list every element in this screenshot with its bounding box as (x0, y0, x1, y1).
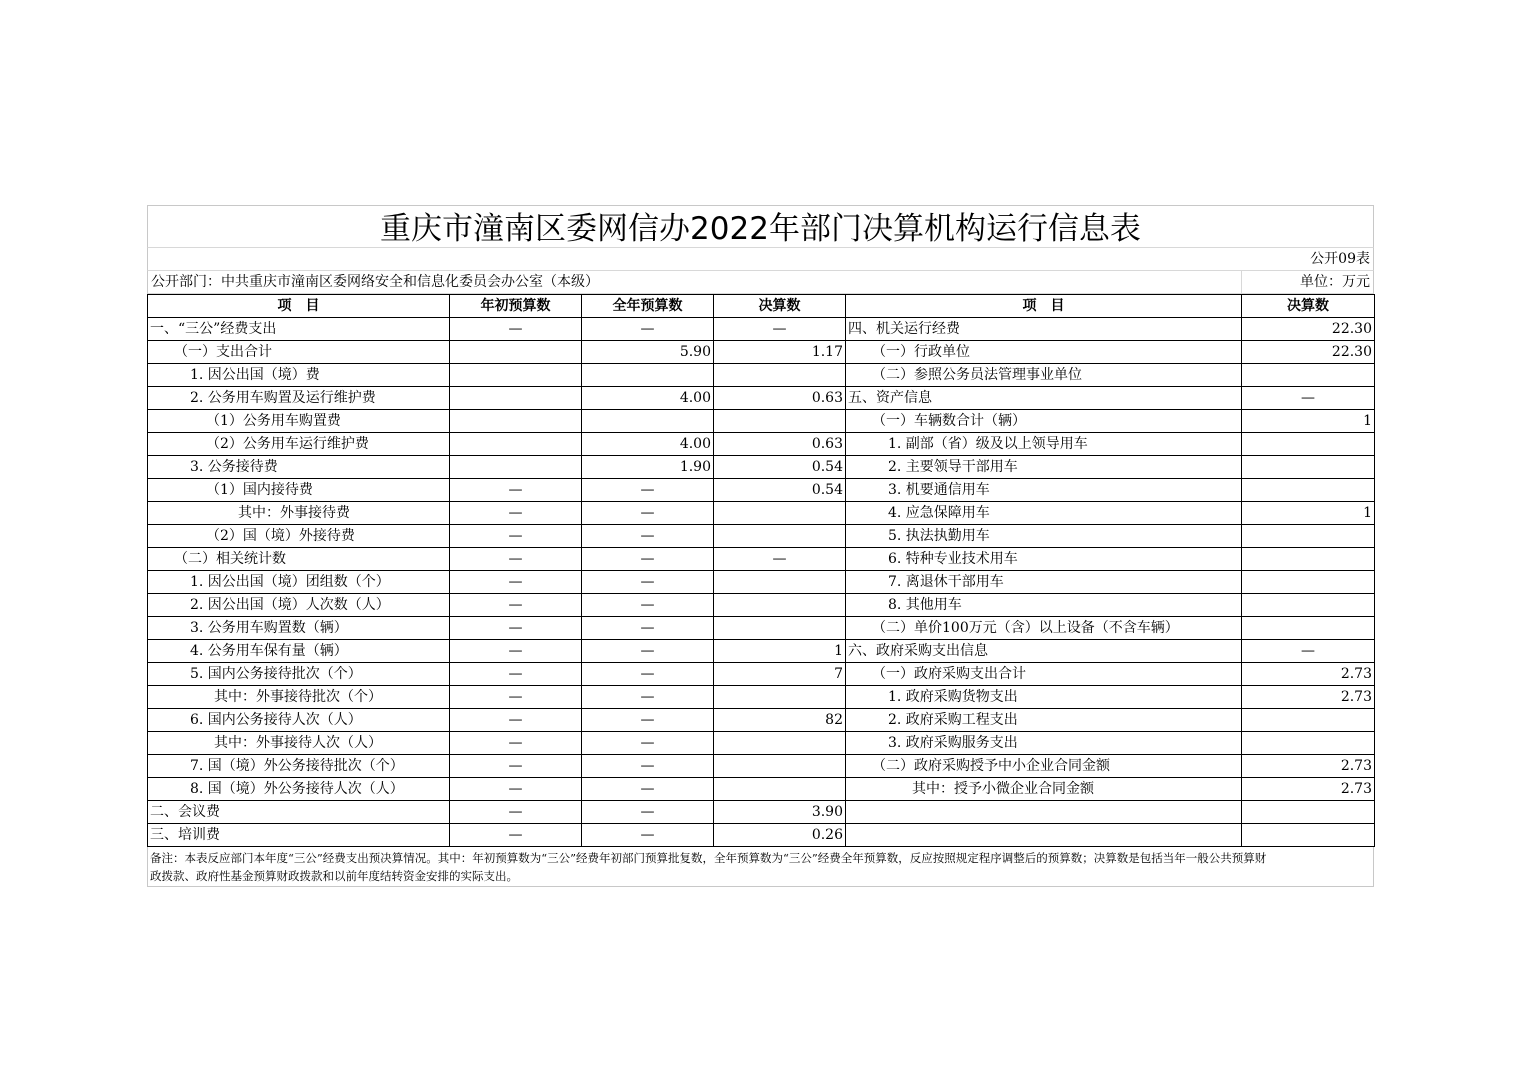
row-initial-budget: — (450, 525, 582, 548)
table-row (148, 755, 1375, 778)
row-item-right: 1. 副部（省）级及以上领导用车 (846, 433, 1242, 456)
row-final-right (1242, 571, 1375, 594)
department-label: 公开部门：中共重庆市潼南区委网络安全和信息化委员会办公室（本级） (151, 274, 599, 290)
row-initial-budget: — (450, 640, 582, 663)
row-initial-budget (450, 410, 582, 433)
row-final: 0.54 (714, 456, 846, 479)
row-item-right: 6. 特种专业技术用车 (846, 548, 1242, 571)
row-final-right (1242, 617, 1375, 640)
row-final (714, 755, 846, 778)
row-initial-budget: — (450, 479, 582, 502)
row-item-right: 3. 政府采购服务支出 (846, 732, 1242, 755)
row-item: 2. 因公出国（境）人次数（人） (148, 594, 450, 617)
row-item: 其中：外事接待费 (148, 502, 450, 525)
table-code: 公开09表 (1310, 251, 1370, 267)
row-final-right (1242, 548, 1375, 571)
row-item-right: （二）参照公务员法管理事业单位 (846, 364, 1242, 387)
footnote (147, 847, 1374, 887)
row-final-right (1242, 801, 1375, 824)
table-row (148, 663, 1375, 686)
row-final-right: 1 (1242, 502, 1375, 525)
row-annual-budget: — (582, 502, 714, 525)
row-final-right (1242, 525, 1375, 548)
header-item-right: 项 目 (846, 295, 1242, 318)
row-item-right: 2. 主要领导干部用车 (846, 456, 1242, 479)
row-annual-budget (582, 410, 714, 433)
row-final-right (1242, 732, 1375, 755)
header-final: 决算数 (714, 295, 846, 318)
row-annual-budget: — (582, 640, 714, 663)
row-annual-budget: — (582, 479, 714, 502)
row-initial-budget (450, 341, 582, 364)
row-final-right (1242, 594, 1375, 617)
row-final-right: 22.30 (1242, 318, 1375, 341)
row-final-right: 2.73 (1242, 778, 1375, 801)
row-initial-budget: — (450, 732, 582, 755)
row-item: 6. 国内公务接待人次（人） (148, 709, 450, 732)
row-final: — (714, 318, 846, 341)
row-annual-budget: — (582, 548, 714, 571)
row-annual-budget: — (582, 594, 714, 617)
header-initial-budget: 年初预算数 (450, 295, 582, 318)
table-row (148, 548, 1375, 571)
table-row (148, 364, 1375, 387)
table-row (148, 617, 1375, 640)
row-final-right: — (1242, 640, 1375, 663)
row-initial-budget: — (450, 663, 582, 686)
row-item-right: （二）政府采购授予中小企业合同金额 (846, 755, 1242, 778)
row-item-right: 六、政府采购支出信息 (846, 640, 1242, 663)
row-final: 1 (714, 640, 846, 663)
row-final-right: 1 (1242, 410, 1375, 433)
header-annual-budget: 全年预算数 (582, 295, 714, 318)
table-row (148, 801, 1375, 824)
budget-table (147, 294, 1375, 847)
row-item: （2）公务用车运行维护费 (148, 433, 450, 456)
row-annual-budget: — (582, 525, 714, 548)
row-item: 三、培训费 (148, 824, 450, 847)
row-item-right: （二）单价100万元（含）以上设备（不含车辆） (846, 617, 1242, 640)
row-annual-budget: — (582, 732, 714, 755)
header-final-right: 决算数 (1242, 295, 1375, 318)
row-initial-budget: — (450, 617, 582, 640)
row-final (714, 778, 846, 801)
row-final-right: — (1242, 387, 1375, 410)
row-item: 3. 公务用车购置数（辆） (148, 617, 450, 640)
row-annual-budget: — (582, 571, 714, 594)
row-annual-budget: 4.00 (582, 387, 714, 410)
row-item: 一、“三公”经费支出 (148, 318, 450, 341)
row-item: （2）国（境）外接待费 (148, 525, 450, 548)
table-row (148, 387, 1375, 410)
row-final: 1.17 (714, 341, 846, 364)
table-row (148, 640, 1375, 663)
row-final-right: 2.73 (1242, 686, 1375, 709)
row-annual-budget: 4.00 (582, 433, 714, 456)
row-item-right: 3. 机要通信用车 (846, 479, 1242, 502)
row-item-right: （一）政府采购支出合计 (846, 663, 1242, 686)
row-final (714, 686, 846, 709)
table-row (148, 594, 1375, 617)
row-item-right: （一）车辆数合计（辆） (846, 410, 1242, 433)
row-annual-budget: — (582, 318, 714, 341)
table-row (148, 778, 1375, 801)
row-item: 1. 因公出国（境）费 (148, 364, 450, 387)
row-item-right: 8. 其他用车 (846, 594, 1242, 617)
row-final (714, 410, 846, 433)
row-item: 其中：外事接待人次（人） (148, 732, 450, 755)
row-annual-budget: — (582, 824, 714, 847)
row-initial-budget: — (450, 801, 582, 824)
row-initial-budget: — (450, 755, 582, 778)
row-item: （1）公务用车购置费 (148, 410, 450, 433)
row-item-right: 1. 政府采购货物支出 (846, 686, 1242, 709)
row-annual-budget: — (582, 686, 714, 709)
row-item: 3. 公务接待费 (148, 456, 450, 479)
row-annual-budget: 1.90 (582, 456, 714, 479)
row-initial-budget: — (450, 686, 582, 709)
header-row (148, 295, 1375, 318)
table-row (148, 318, 1375, 341)
table-code-row (147, 248, 1374, 271)
row-final: 0.63 (714, 387, 846, 410)
row-annual-budget: — (582, 755, 714, 778)
row-final: 82 (714, 709, 846, 732)
row-item-right: 四、机关运行经费 (846, 318, 1242, 341)
table-row (148, 732, 1375, 755)
table-row (148, 525, 1375, 548)
row-final-right: 2.73 (1242, 663, 1375, 686)
row-final: 0.54 (714, 479, 846, 502)
row-item-right: 7. 离退休干部用车 (846, 571, 1242, 594)
table-row (148, 686, 1375, 709)
row-final (714, 525, 846, 548)
row-initial-budget (450, 364, 582, 387)
row-final (714, 364, 846, 387)
table-row (148, 410, 1375, 433)
footnote-line-2: 政拨款、政府性基金预算财政拨款和以前年度结转资金安排的实际支出。 (150, 869, 518, 883)
table-row (148, 824, 1375, 847)
row-initial-budget: — (450, 502, 582, 525)
footnote-line-1: 备注：本表反应部门本年度“三公”经费支出预决算情况。其中：年初预算数为“三公”经费年初部门预算批复数，全年预算数为“三公”经费全年预算数，反应按照规定程序调整后的预算数；决算数是包括当年一般公共预算财 (150, 851, 1267, 865)
row-item-right: 五、资产信息 (846, 387, 1242, 410)
row-item: 1. 因公出国（境）团组数（个） (148, 571, 450, 594)
table-row (148, 502, 1375, 525)
table-row (148, 456, 1375, 479)
row-final: 7 (714, 663, 846, 686)
report-sheet (147, 205, 1374, 887)
row-initial-budget: — (450, 318, 582, 341)
row-initial-budget: — (450, 778, 582, 801)
row-final-right (1242, 364, 1375, 387)
department-row (147, 271, 1374, 294)
row-item: 8. 国（境）外公务接待人次（人） (148, 778, 450, 801)
row-final-right (1242, 433, 1375, 456)
row-initial-budget (450, 387, 582, 410)
row-initial-budget: — (450, 548, 582, 571)
row-final: 3.90 (714, 801, 846, 824)
row-item-right (846, 801, 1242, 824)
row-annual-budget: — (582, 801, 714, 824)
row-final (714, 594, 846, 617)
row-final (714, 732, 846, 755)
row-initial-budget: — (450, 824, 582, 847)
row-annual-budget: 5.90 (582, 341, 714, 364)
row-item-right: （一）行政单位 (846, 341, 1242, 364)
row-item-right: 2. 政府采购工程支出 (846, 709, 1242, 732)
row-annual-budget (582, 364, 714, 387)
row-final: — (714, 548, 846, 571)
row-annual-budget: — (582, 709, 714, 732)
row-initial-budget: — (450, 594, 582, 617)
table-row (148, 433, 1375, 456)
row-item: 其中：外事接待批次（个） (148, 686, 450, 709)
row-initial-budget: — (450, 571, 582, 594)
row-item: 5. 国内公务接待批次（个） (148, 663, 450, 686)
row-final: 0.63 (714, 433, 846, 456)
table-row (148, 571, 1375, 594)
row-final: 0.26 (714, 824, 846, 847)
row-final-right (1242, 479, 1375, 502)
row-item-right: 其中：授予小微企业合同金额 (846, 778, 1242, 801)
row-item: （1）国内接待费 (148, 479, 450, 502)
row-annual-budget: — (582, 617, 714, 640)
unit-label: 单位：万元 (1300, 274, 1370, 290)
row-annual-budget: — (582, 778, 714, 801)
row-final (714, 571, 846, 594)
row-initial-budget (450, 456, 582, 479)
row-final (714, 617, 846, 640)
row-item: 2. 公务用车购置及运行维护费 (148, 387, 450, 410)
table-row (148, 709, 1375, 732)
report-title: 重庆市潼南区委网信办2022年部门决算机构运行信息表 (147, 205, 1374, 248)
row-item: 二、会议费 (148, 801, 450, 824)
row-annual-budget: — (582, 663, 714, 686)
row-item: （二）相关统计数 (148, 548, 450, 571)
row-final-right: 22.30 (1242, 341, 1375, 364)
row-initial-budget: — (450, 709, 582, 732)
row-item-right: 4. 应急保障用车 (846, 502, 1242, 525)
row-final-right: 2.73 (1242, 755, 1375, 778)
row-item: 4. 公务用车保有量（辆） (148, 640, 450, 663)
row-item: 7. 国（境）外公务接待批次（个） (148, 755, 450, 778)
table-row (148, 341, 1375, 364)
row-final (714, 502, 846, 525)
row-final-right (1242, 456, 1375, 479)
row-item: （一）支出合计 (148, 341, 450, 364)
row-item-right (846, 824, 1242, 847)
row-final-right (1242, 824, 1375, 847)
row-initial-budget (450, 433, 582, 456)
table-row (148, 479, 1375, 502)
header-item: 项 目 (148, 295, 450, 318)
row-item-right: 5. 执法执勤用车 (846, 525, 1242, 548)
row-final-right (1242, 709, 1375, 732)
